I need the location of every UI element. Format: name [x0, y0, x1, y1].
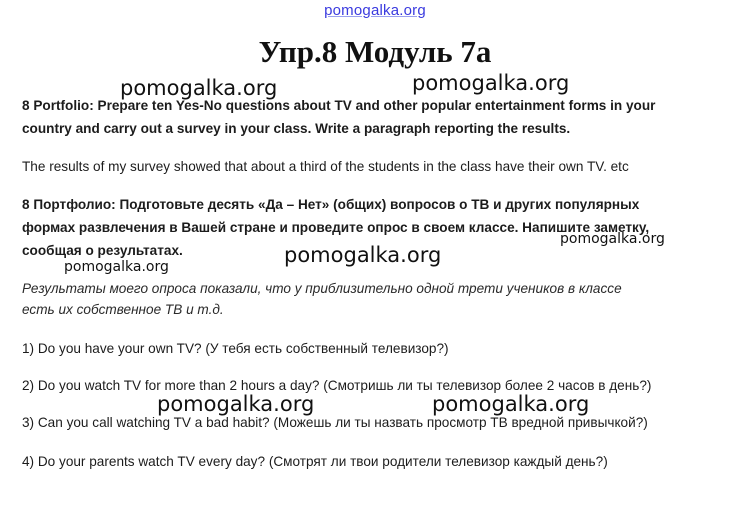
site-link[interactable]: pomogalka.org — [324, 2, 426, 19]
question-item: 2) Do you watch TV for more than 2 hours a day? (Смотришь ли ты телевизор более 2 часов в день?) — [22, 378, 652, 393]
task-en-line-1: 8 Portfolio: Prepare ten Yes-No questions about TV and other popular entertainment forms in your — [22, 98, 656, 113]
watermark: pomogalka.org — [64, 259, 169, 275]
answer-ru-line-1: Результаты моего опроса показали, что у приблизительно одной трети учеников в классе — [22, 281, 622, 296]
answer-ru-line-2: есть их собственное ТВ и т.д. — [22, 302, 224, 317]
task-ru-line-2: формах развлечения в Вашей стране и проведите опрос в своем классе. Напишите заметку, — [22, 220, 650, 235]
task-ru-line-1: 8 Портфолио: Подготовьте десять «Да – Нет» (общих) вопросов о ТВ и других популярных — [22, 197, 640, 212]
question-item: 4) Do your parents watch TV every day? (Смотрят ли твои родители телевизор каждый день?) — [22, 454, 608, 469]
task-en-line-2: country and carry out a survey in your class. Write a paragraph reporting the results. — [22, 121, 571, 136]
watermark: pomogalka.org — [120, 76, 278, 100]
watermark: pomogalka.org — [560, 231, 665, 247]
task-ru-line-3: сообщая о результатах. — [22, 243, 183, 258]
question-item: 3) Can you call watching TV a bad habit? (Можешь ли ты назвать просмотр ТВ вредной привычкой?) — [22, 415, 648, 430]
page-title: Упр.8 Модуль 7а — [258, 34, 492, 69]
watermark: pomogalka.org — [284, 243, 442, 267]
answer-en: The results of my survey showed that about a third of the students in the class have their own TV. etc — [22, 159, 629, 174]
question-item: 1) Do you have your own TV? (У тебя есть собственный телевизор?) — [22, 341, 449, 356]
watermark: pomogalka.org — [432, 392, 590, 416]
watermark: pomogalka.org — [412, 71, 570, 95]
watermark: pomogalka.org — [157, 392, 315, 416]
